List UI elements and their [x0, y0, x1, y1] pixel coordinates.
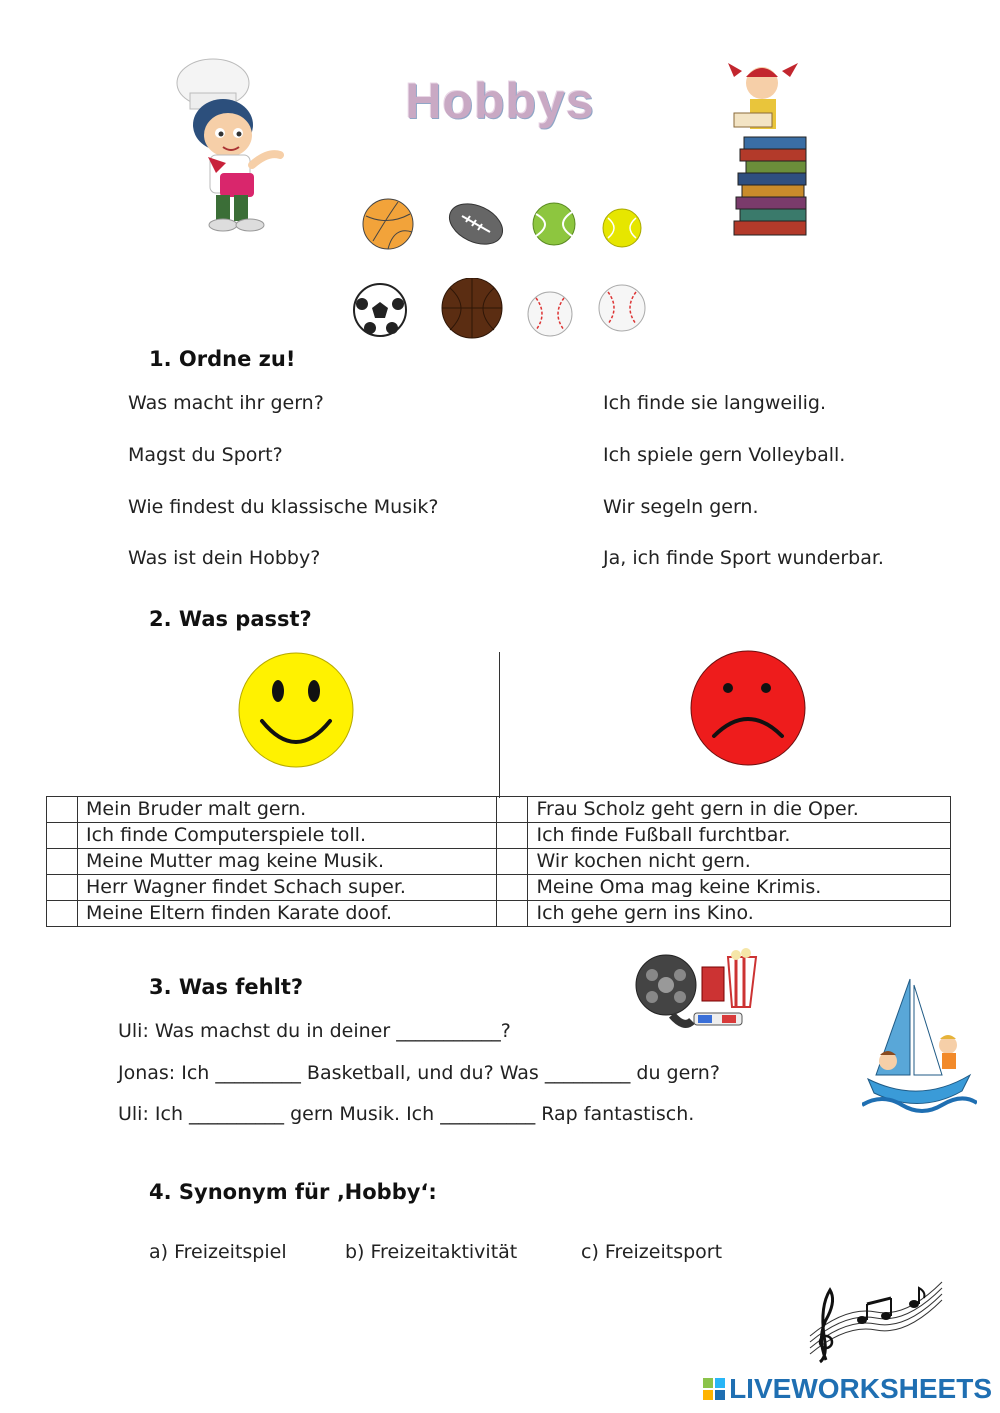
sailing-kids-illustration — [862, 975, 977, 1125]
table-cell: Frau Scholz geht gern in die Oper. — [528, 797, 951, 823]
answer-3: Wir segeln gern. — [603, 496, 759, 518]
sentence-table — [46, 796, 951, 927]
question-4: Was ist dein Hobby? — [128, 547, 321, 569]
tennis-ball-yellow-icon — [603, 209, 641, 247]
football-icon — [443, 196, 509, 252]
sad-smiley-icon — [690, 650, 810, 770]
volleyball-icon — [363, 199, 413, 249]
sports-balls-row-2 — [350, 278, 650, 340]
dialogue-line-3: Uli: Ich __________ gern Musik. Ich __________ Rap fantastisch. — [118, 1103, 695, 1125]
table-row — [47, 797, 951, 823]
baseball-2-icon — [599, 285, 645, 331]
section4-heading: 4. Synonym für ‚Hobby‘: — [149, 1180, 437, 1204]
option-c[interactable]: c) Freizeitsport — [581, 1241, 723, 1263]
liveworksheets-logo — [703, 1373, 992, 1405]
chef-boy-illustration — [168, 55, 288, 235]
logo-badge-icon — [703, 1378, 725, 1400]
table-cell: Meine Mutter mag keine Musik. — [78, 849, 497, 875]
answer-box[interactable] — [47, 823, 78, 849]
baseball-icon — [528, 292, 572, 336]
soccer-ball-icon — [354, 284, 406, 336]
question-2: Magst du Sport? — [128, 444, 283, 466]
section3-heading: 3. Was fehlt? — [149, 975, 304, 999]
basketball-icon — [442, 278, 502, 338]
answer-box[interactable] — [47, 875, 78, 901]
table-cell: Meine Eltern finden Karate doof. — [78, 901, 497, 927]
table-row — [47, 901, 951, 927]
section2-heading: 2. Was passt? — [149, 607, 312, 631]
option-b[interactable]: b) Freizeitaktivität — [345, 1241, 518, 1263]
answer-box[interactable] — [497, 875, 528, 901]
table-row — [47, 849, 951, 875]
question-1: Was macht ihr gern? — [128, 392, 324, 414]
girl-reading-books-illustration — [720, 55, 815, 250]
question-3: Wie findest du klassische Musik? — [128, 496, 439, 518]
answer-box[interactable] — [47, 849, 78, 875]
dialogue-line-1: Uli: Was machst du in deiner ___________? — [118, 1020, 511, 1042]
answer-2: Ich spiele gern Volleyball. — [603, 444, 846, 466]
table-cell: Ich finde Computerspiele toll. — [78, 823, 497, 849]
table-cell: Mein Bruder malt gern. — [78, 797, 497, 823]
answer-box[interactable] — [497, 901, 528, 927]
table-cell: Ich finde Fußball furchtbar. — [528, 823, 951, 849]
section1-heading: 1. Ordne zu! — [149, 347, 296, 371]
table-cell: Wir kochen nicht gern. — [528, 849, 951, 875]
column-divider — [499, 652, 500, 798]
table-cell: Meine Oma mag keine Krimis. — [528, 875, 951, 901]
happy-smiley-icon — [238, 651, 358, 771]
table-cell: Ich gehe gern ins Kino. — [528, 901, 951, 927]
tennis-ball-icon — [533, 203, 575, 245]
answer-box[interactable] — [497, 849, 528, 875]
page-title: Hobbys — [405, 73, 595, 129]
cinema-film-popcorn-icon — [632, 945, 762, 1035]
dialogue-line-2: Jonas: Ich _________ Basketball, und du? Was _________ du gern? — [118, 1062, 720, 1084]
answer-4: Ja, ich finde Sport wunderbar. — [603, 547, 884, 569]
logo-text: LIVEWORKSHEETS — [729, 1373, 992, 1404]
answer-box[interactable] — [47, 797, 78, 823]
table-row — [47, 823, 951, 849]
answer-box[interactable] — [47, 901, 78, 927]
music-notes-icon — [806, 1276, 946, 1366]
option-a[interactable]: a) Freizeitspiel — [149, 1241, 287, 1263]
answer-1: Ich finde sie langweilig. — [603, 392, 827, 414]
table-cell: Herr Wagner findet Schach super. — [78, 875, 497, 901]
answer-box[interactable] — [497, 823, 528, 849]
answer-box[interactable] — [497, 797, 528, 823]
table-row — [47, 875, 951, 901]
sports-balls-row-1 — [358, 196, 650, 252]
